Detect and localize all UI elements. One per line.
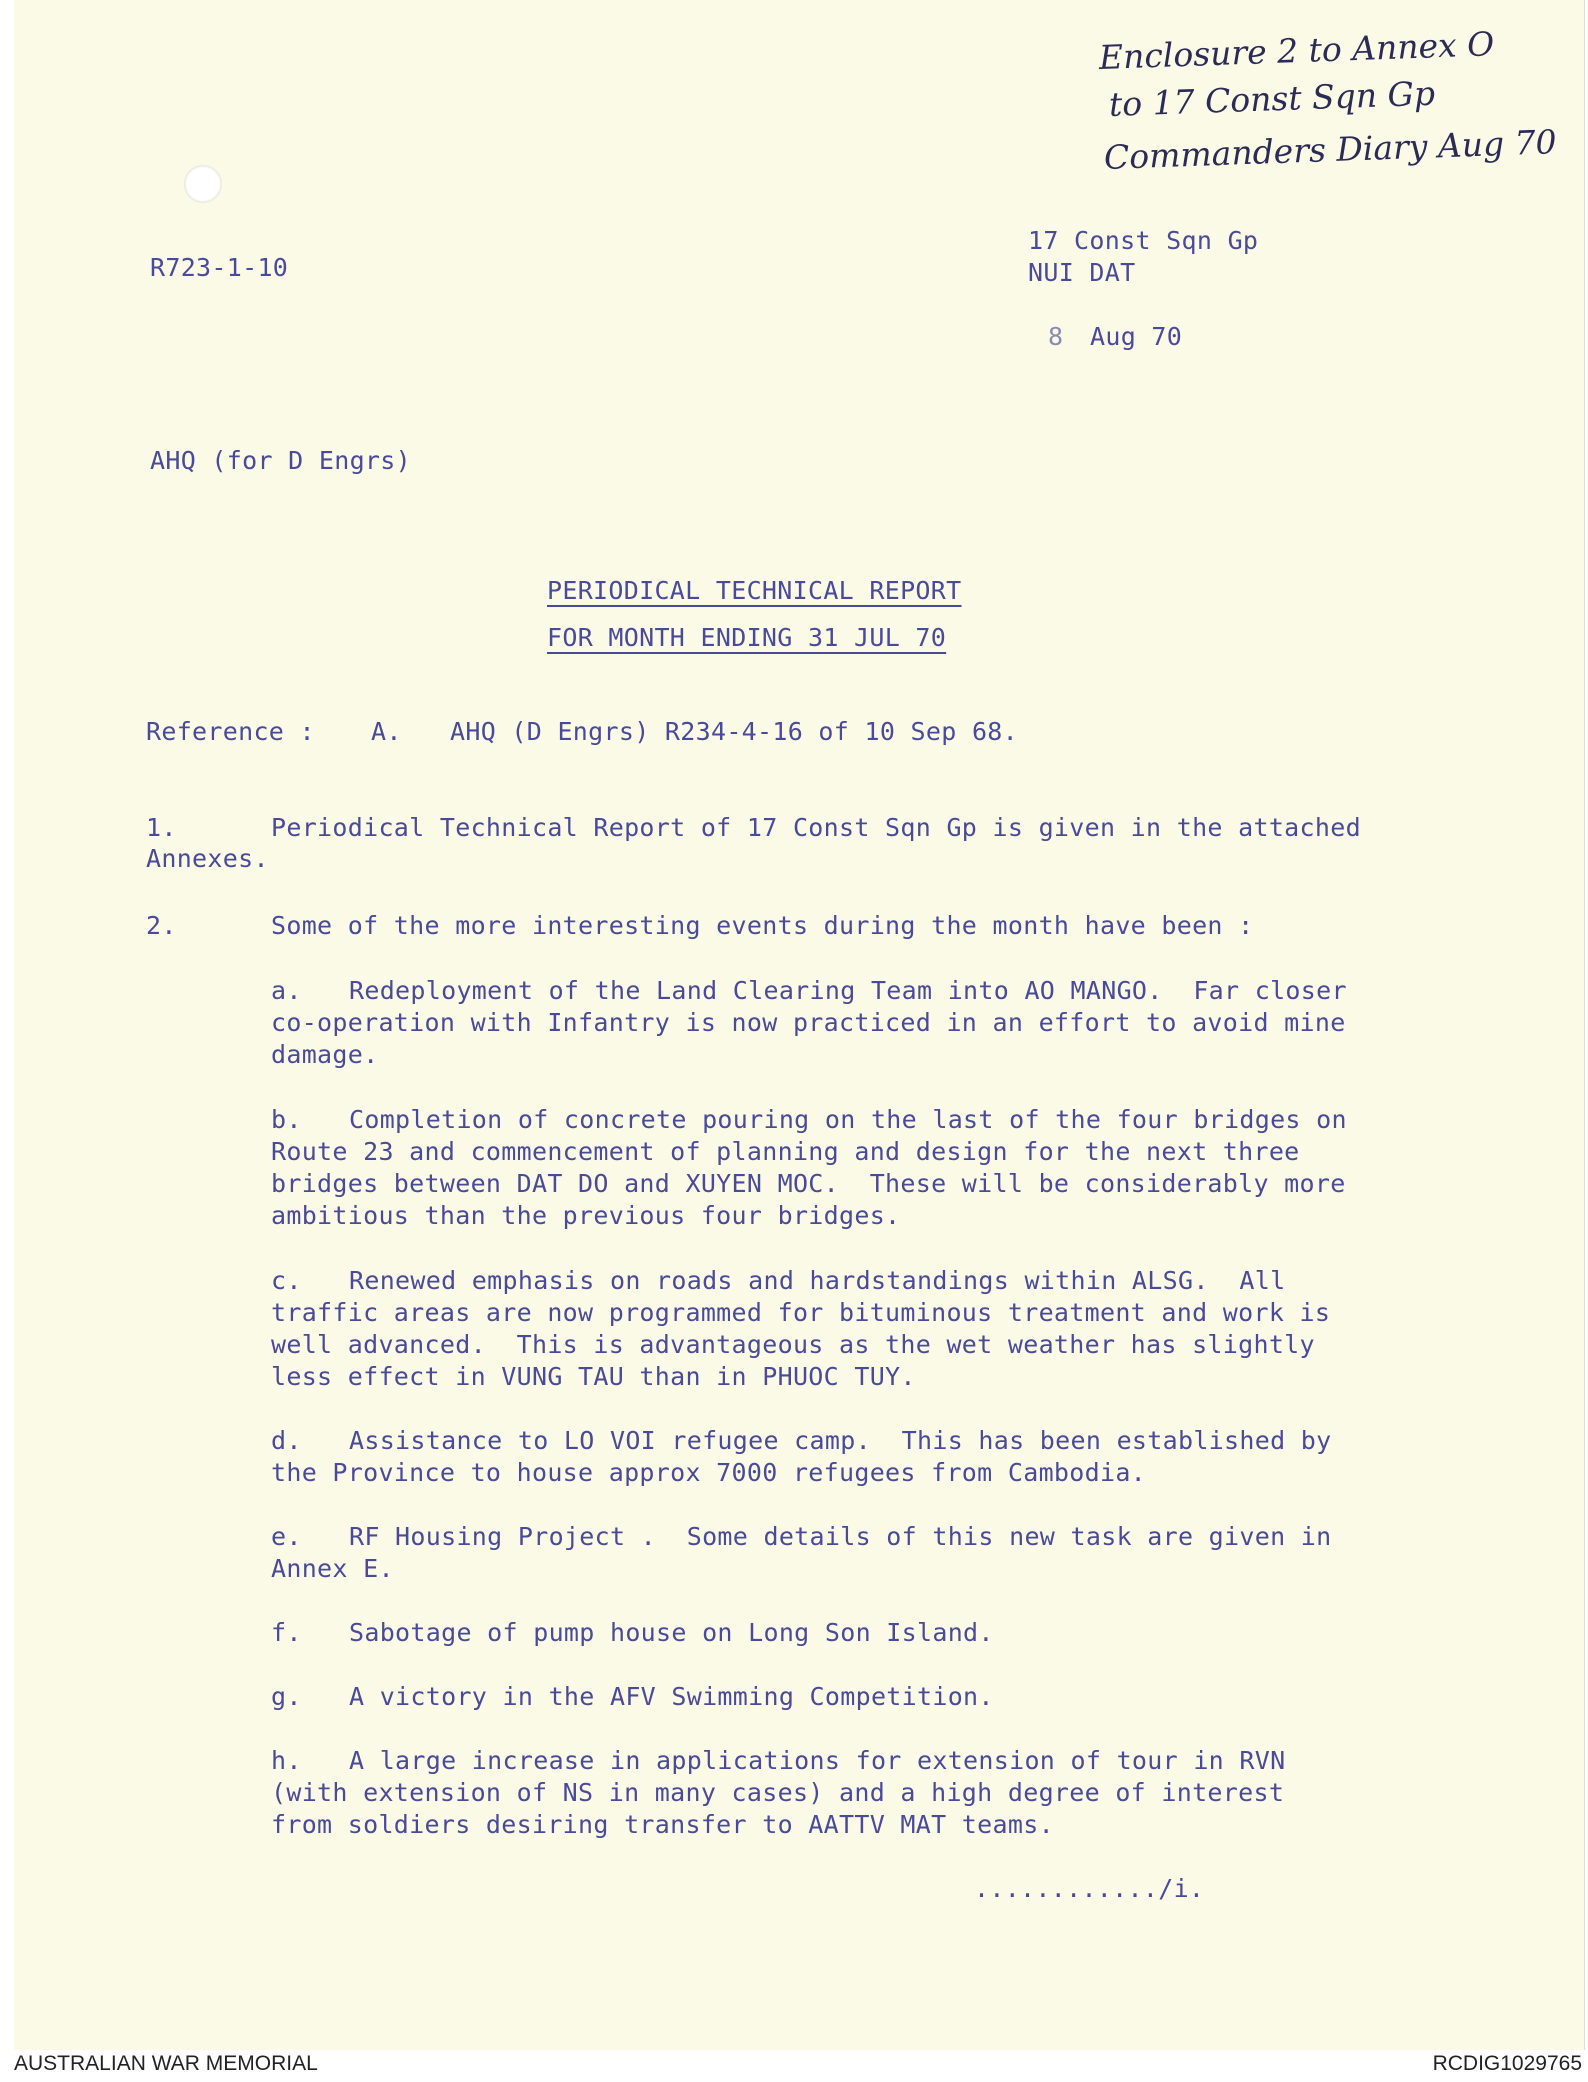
reference-text: AHQ (D Engrs) R234-4-16 of 10 Sep 68. <box>450 717 1018 746</box>
footer-record-id: RCDIG1029765 <box>1432 2052 1582 2075</box>
item-line: the Province to house approx 7000 refugees from Cambodia. <box>271 1458 1147 1487</box>
item-line: Assistance to LO VOI refugee camp. This has been established by <box>349 1426 1332 1455</box>
reference-letter: A. <box>371 717 402 746</box>
document-page <box>14 0 1585 2050</box>
item-line: Route 23 and commencement of planning and design for the next three <box>271 1137 1300 1166</box>
paragraph-1-line: Periodical Technical Report of 17 Const Sqn Gp is given in the attached <box>271 813 1361 842</box>
item-line: RF Housing Project . Some details of this new task are given in <box>349 1522 1332 1551</box>
item-letter: c. <box>271 1266 302 1295</box>
item-letter: f. <box>271 1618 302 1647</box>
item-line: Completion of concrete pouring on the last of the four bridges on <box>349 1105 1347 1134</box>
item-line: A large increase in applications for extension of tour in RVN <box>349 1746 1286 1775</box>
item-letter: e. <box>271 1522 302 1551</box>
file-reference: R723-1-10 <box>150 253 289 282</box>
item-line: Annex E. <box>271 1554 394 1583</box>
punch-hole <box>184 165 222 203</box>
item-line: ambitious than the previous four bridges. <box>271 1201 901 1230</box>
report-title-line-2: FOR MONTH ENDING 31 JUL 70 <box>547 623 947 652</box>
item-line: traffic areas are now programmed for bituminous treatment and work is <box>271 1298 1331 1327</box>
sender-unit: 17 Const Sqn Gp <box>1028 226 1259 255</box>
sender-location: NUI DAT <box>1028 258 1136 287</box>
item-letter: b. <box>271 1105 302 1134</box>
report-title-line-1: PERIODICAL TECHNICAL REPORT <box>547 576 962 605</box>
addressee: AHQ (for D Engrs) <box>150 446 411 475</box>
item-line: Renewed emphasis on roads and hardstandings within ALSG. All <box>349 1266 1286 1295</box>
item-line: (with extension of NS in many cases) and a high degree of interest <box>271 1778 1285 1807</box>
paragraph-2-intro: Some of the more interesting events during the month have been : <box>271 911 1254 940</box>
item-line: bridges between DAT DO and XUYEN MOC. These will be considerably more <box>271 1169 1346 1198</box>
item-line: A victory in the AFV Swimming Competition. <box>349 1682 994 1711</box>
date-day: 8 <box>1048 322 1064 351</box>
handwritten-note-line-1: Enclosure 2 to Annex O <box>1098 24 1495 77</box>
item-line: Redeployment of the Land Clearing Team into AO MANGO. Far closer <box>349 976 1347 1005</box>
item-letter: h. <box>271 1746 302 1775</box>
item-line: well advanced. This is advantageous as the wet weather has slightly <box>271 1330 1315 1359</box>
date-month: Aug 70 <box>1090 322 1183 351</box>
paragraph-2-number: 2. <box>146 911 177 940</box>
item-line: less effect in VUNG TAU than in PHUOC TUY. <box>271 1362 916 1391</box>
item-line: Sabotage of pump house on Long Son Island. <box>349 1618 994 1647</box>
reference-label: Reference : <box>146 717 315 746</box>
handwritten-note-line-3: Commanders Diary Aug 70 <box>1103 122 1558 177</box>
item-letter: g. <box>271 1682 302 1711</box>
item-line: damage. <box>271 1040 379 1069</box>
item-line: from soldiers desiring transfer to AATTV MAT teams. <box>271 1810 1054 1839</box>
item-letter: a. <box>271 976 302 1005</box>
paragraph-1-number: 1. <box>146 813 177 842</box>
footer-archive-name: AUSTRALIAN WAR MEMORIAL <box>14 2052 318 2075</box>
paragraph-1-line: Annexes. <box>146 844 269 873</box>
handwritten-note-line-2: to 17 Const Sqn Gp <box>1108 73 1436 124</box>
item-line: co-operation with Infantry is now practiced in an effort to avoid mine <box>271 1008 1346 1037</box>
continuation-marker: ............/i. <box>974 1874 1205 1903</box>
item-letter: d. <box>271 1426 302 1455</box>
